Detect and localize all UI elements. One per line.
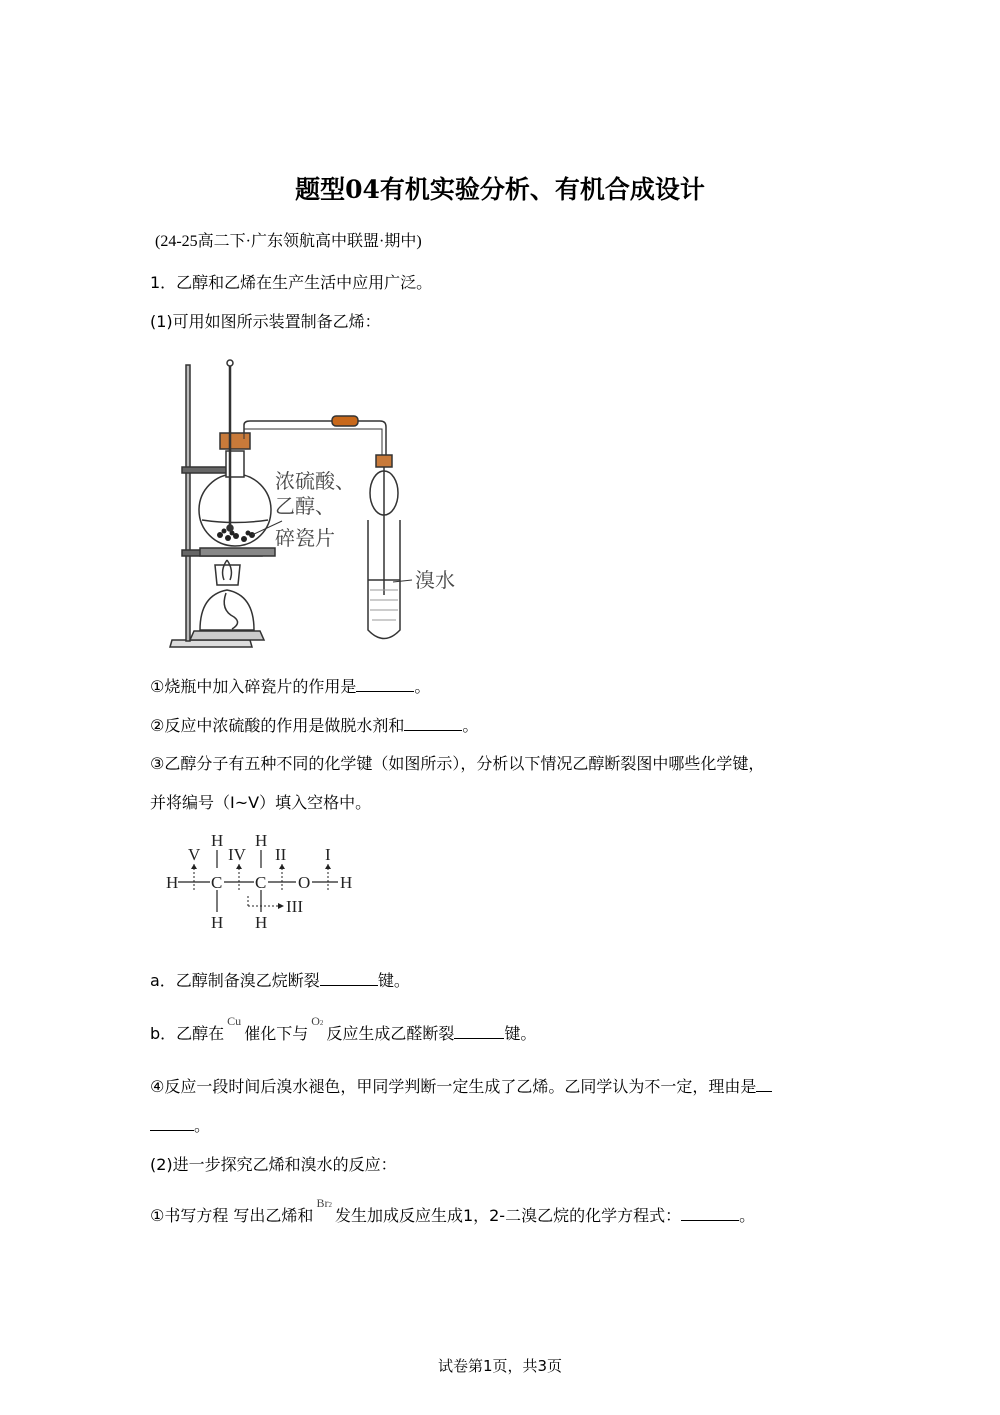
svg-text:I: I (325, 845, 331, 864)
svg-text:II: II (275, 845, 287, 864)
part2-intro: (2)进一步探究乙烯和溴水的反应： (150, 1155, 397, 1174)
catalyst-formula: Cu (227, 1014, 242, 1028)
ethanol-structure-diagram (160, 828, 370, 938)
answer-blank[interactable] (356, 676, 414, 692)
part2-sub-question-1: ①书写方程 写出乙烯和Br2发生加成反应生成1，2-二溴乙烷的化学方程式： 。 (150, 1205, 755, 1230)
svg-text:H: H (211, 831, 224, 850)
reagent-label-2: 乙醇、 (275, 494, 335, 518)
svg-text:H: H (255, 913, 268, 932)
answer-blank[interactable] (404, 715, 462, 731)
page-title: 题型04有机实验分析、有机合成设计 (295, 175, 705, 204)
answer-blank[interactable] (454, 1023, 504, 1039)
bromine-water-label: 溴水 (415, 568, 455, 592)
answer-blank[interactable] (756, 1076, 772, 1092)
reagent-label-3: 碎瓷片 (275, 526, 335, 550)
sub-question-3b: b．乙醇在Cu催化下与O2反应生成乙醛断裂 键。 (150, 1023, 536, 1048)
svg-text:H: H (211, 913, 224, 932)
sub-question-3-line2: 并将编号（Ⅰ~V）填入空格中。 (150, 793, 372, 812)
svg-text:H: H (255, 831, 268, 850)
answer-blank[interactable] (150, 1115, 194, 1131)
svg-text:IV: IV (228, 845, 246, 864)
svg-text:V: V (188, 845, 201, 864)
answer-blank[interactable] (320, 970, 378, 986)
svg-text:O: O (298, 873, 311, 892)
page-footer: 试卷第1页，共3页 (437, 1357, 563, 1375)
sub-question-4: ④反应一段时间后溴水褪色，甲同学判断一定生成了乙烯。乙同学认为不一定，理由是 (150, 1076, 772, 1098)
sub-question-2: ②反应中浓硫酸的作用是做脱水剂和 。 (150, 716, 479, 735)
svg-text:H: H (166, 873, 179, 892)
oxygen-formula: O2 (311, 1014, 324, 1028)
svg-text:C: C (211, 873, 223, 892)
sub-question-3-line1: ③乙醇分子有五种不同的化学键（如图所示），分析以下情况乙醇断裂图中哪些化学键， (150, 754, 765, 773)
part1-intro: (1)可用如图所示装置制备乙烯： (150, 312, 381, 331)
sub-question-3a: a．乙醇制备溴乙烷断裂 键。 (150, 971, 410, 990)
ethylene-apparatus-diagram (160, 355, 490, 655)
svg-text:C: C (255, 873, 267, 892)
sub-question-4-continued: 。 (150, 1115, 210, 1137)
reagent-label-1: 浓硫酸、 (275, 469, 355, 493)
svg-text:H: H (340, 873, 353, 892)
sub-question-1: ①烧瓶中加入碎瓷片的作用是 。 (150, 677, 431, 696)
bromine-formula: Br2 (316, 1196, 332, 1210)
svg-text:III: III (286, 897, 303, 916)
question-stem: 1．乙醇和乙烯在生产生活中应用广泛。 (150, 273, 433, 292)
answer-blank[interactable] (681, 1205, 739, 1221)
question-source: (24-25高二下·广东领航高中联盟·期中) (155, 233, 422, 250)
